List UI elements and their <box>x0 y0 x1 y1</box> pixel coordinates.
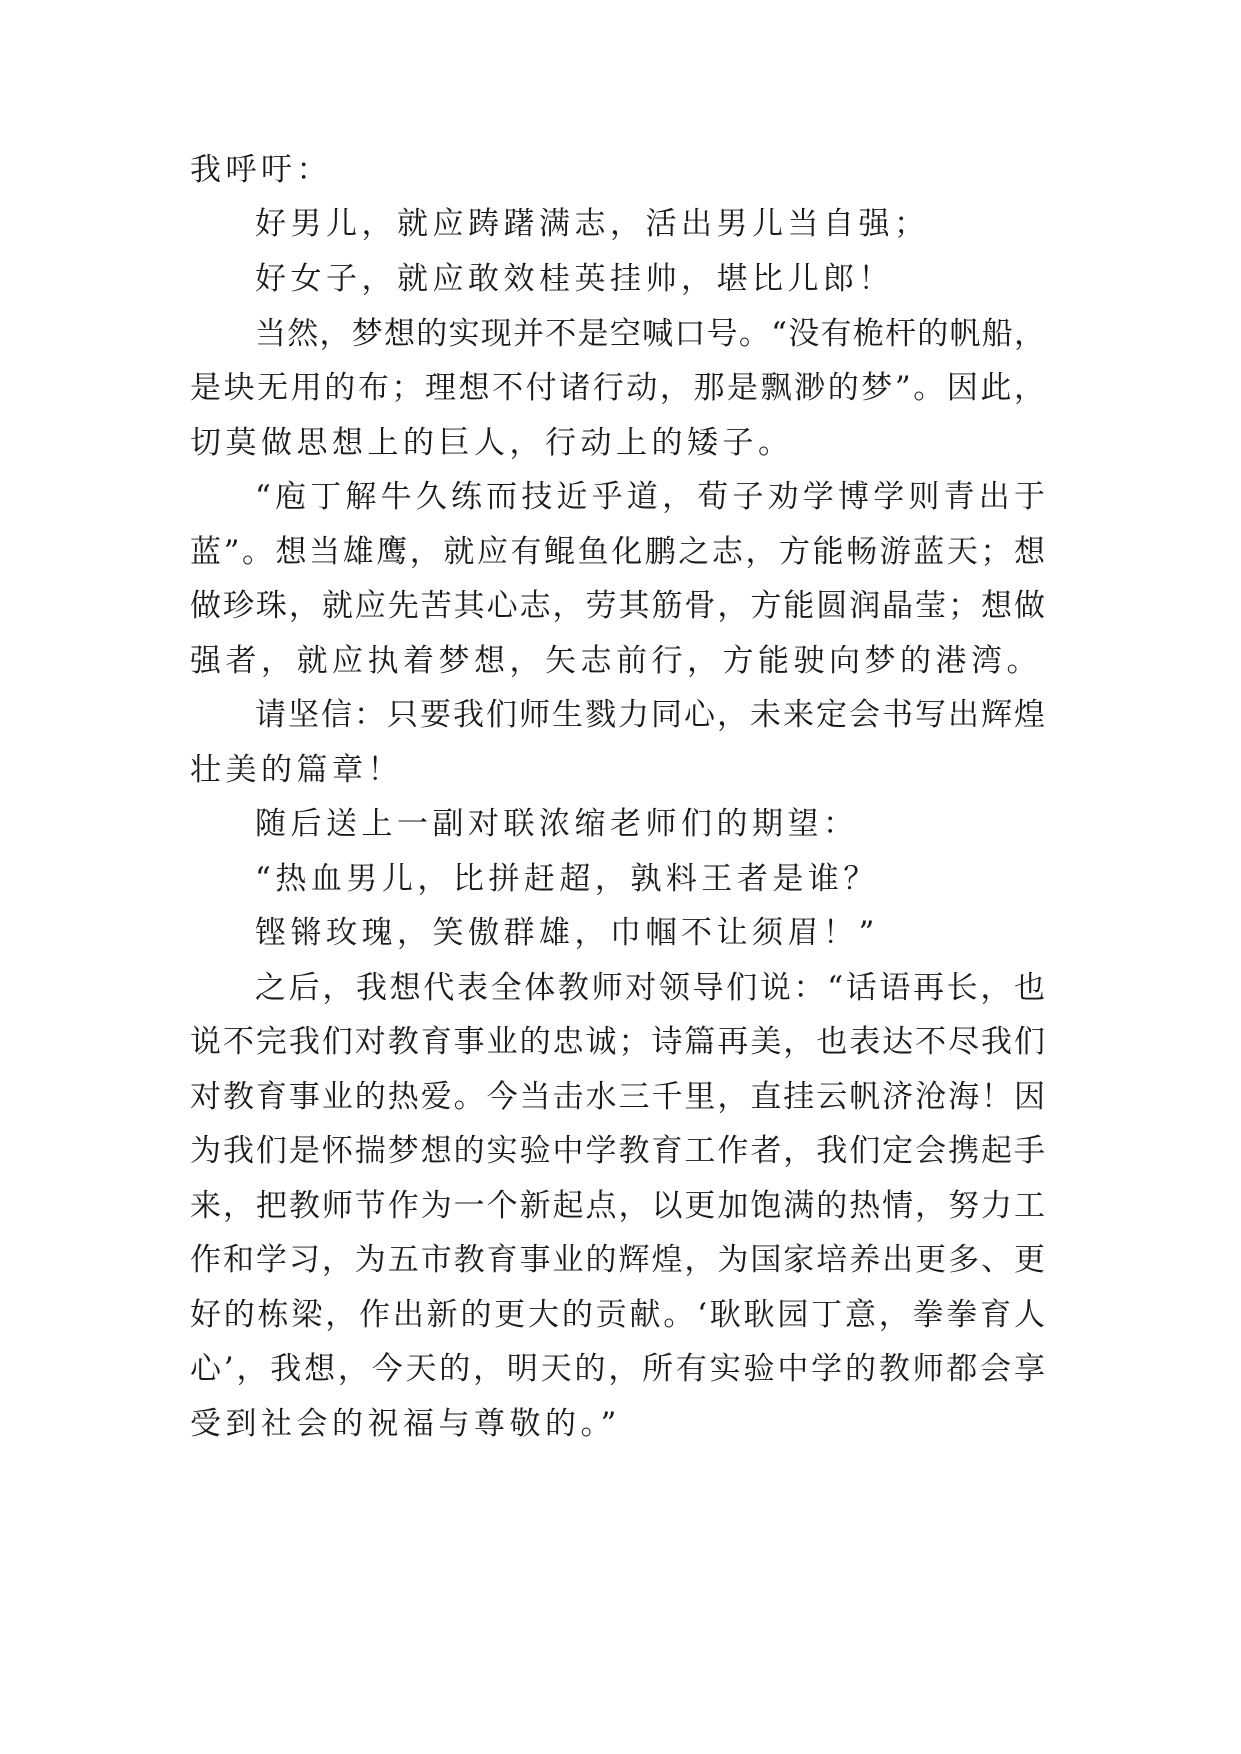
text-line: 我呼吁： <box>190 152 332 188</box>
text-line: 来，把教师节作为一个新起点，以更加饱满的热情，努力工 <box>190 1188 1045 1224</box>
text-line: 是块无用的布；理想不付诸行动，那是飘渺的梦”。因此， <box>190 370 1045 406</box>
text-line: 请坚信：只要我们师生戮力同心，未来定会书写出辉煌 <box>255 697 1045 733</box>
text-line: “热血男儿，比拼赶超，孰料王者是谁？ <box>255 861 879 897</box>
text-line: 说不完我们对教育事业的忠诚；诗篇再美，也表达不尽我们 <box>190 1024 1045 1060</box>
text-line: 铿锵玫瑰，笑傲群雄，巾帼不让须眉！” <box>255 915 879 951</box>
text-line: 当然，梦想的实现并不是空喊口号。“没有桅杆的帆船， <box>255 316 1045 352</box>
text-line: “庖丁解牛久练而技近乎道，荀子劝学博学则青出于 <box>255 479 1045 515</box>
text-line: 蓝”。想当雄鹰，就应有鲲鱼化鹏之志，方能畅游蓝天；想 <box>190 534 1045 570</box>
text-line: 做珍珠，就应先苦其心志，劳其筋骨，方能圆润晶莹；想做 <box>190 588 1045 624</box>
text-line: 受到社会的祝福与尊敬的。” <box>190 1406 621 1442</box>
text-line: 好女子，就应敢效桂英挂帅，堪比儿郎！ <box>255 261 894 297</box>
text-line: 作和学习，为五市教育事业的辉煌，为国家培养出更多、更 <box>190 1242 1045 1278</box>
text-line: 之后，我想代表全体教师对领导们说：“话语再长，也 <box>255 970 1045 1006</box>
text-line: 好的栋梁，作出新的更大的贡献。‘耿耿园丁意，拳拳育人 <box>190 1297 1045 1333</box>
text-line: 对教育事业的热爱。今当击水三千里，直挂云帆济沧海！因 <box>190 1079 1045 1115</box>
text-line: 为我们是怀揣梦想的实验中学教育工作者，我们定会携起手 <box>190 1133 1045 1169</box>
text-line: 强者，就应执着梦想，矢志前行，方能驶向梦的港湾。 <box>190 643 1042 679</box>
text-line: 切莫做思想上的巨人，行动上的矮子。 <box>190 425 794 461</box>
text-line: 随后送上一副对联浓缩老师们的期望： <box>255 806 859 842</box>
text-line: 好男儿，就应踌躇满志，活出男儿当自强； <box>255 206 930 242</box>
text-line: 壮美的篇章！ <box>190 752 403 788</box>
text-line: 心’，我想，今天的，明天的，所有实验中学的教师都会享 <box>190 1351 1045 1387</box>
